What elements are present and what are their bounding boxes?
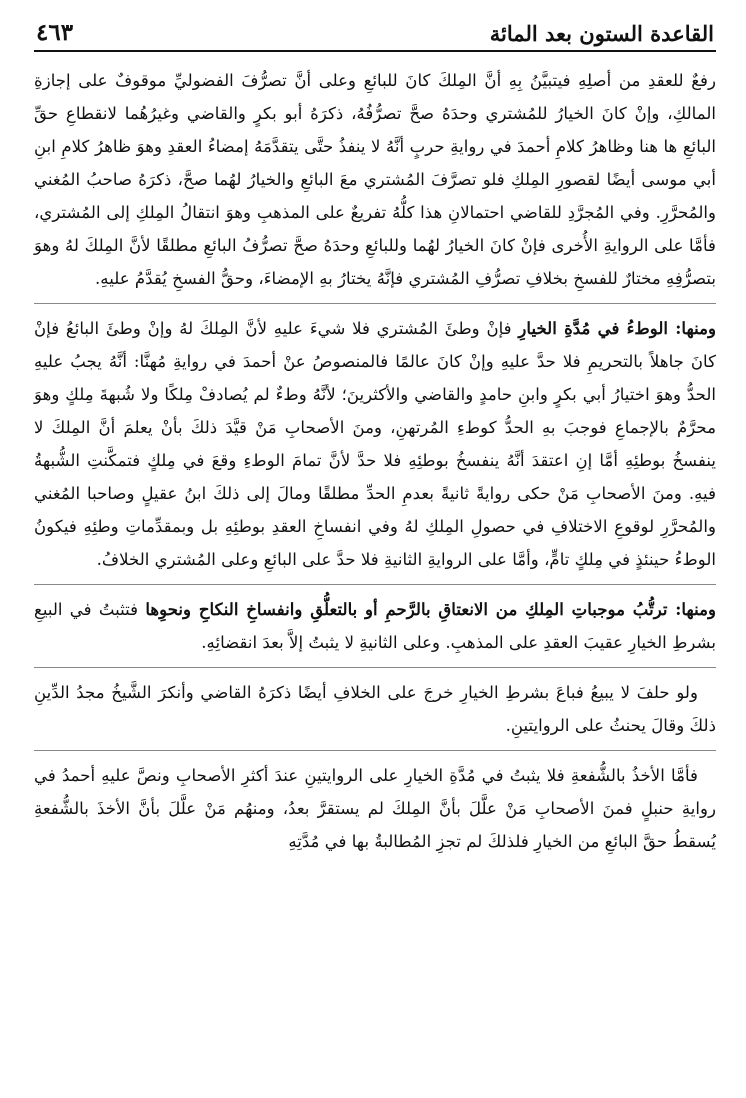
paragraph-5	[34, 759, 716, 858]
divider	[34, 584, 716, 585]
paragraph-text: فتثبتُ في البيعِ بشرطِ الخيارِ عقيبَ العقدِ على المذهبِ. وعلى الثانيةِ لا يثبتُ إلاَّ بعدَ انقضائِهِ.	[34, 600, 716, 652]
paragraph-lead: ومنها: ترتُّبُ موجباتِ المِلكِ من الانعتاقِ بالرَّحمِ أو بالتعلُّقِ وانفساخِ النكاحِ ونحوِها	[145, 599, 716, 619]
paragraph-text: فأمَّا الأخذُ بالشُّفعةِ فلا يثبتُ في مُدَّةِ الخيارِ على الروايتينِ عندَ أكثرِ الأصحابِ ونصَّ عليهِ أحمدُ في روايةِ حنبلٍ فمنَ الأصحابِ مَنْ علَّلَ بأنَّ المِلكَ لم يستقرَّ بعدُ، ومنهُم مَنْ علَّلَ بأنَّ الأخذَ بالشُّفعةِ يُسقطُ حقَّ البائعِ من الخيارِ فلذلكَ لم تجزِ المُطالبةُ بها في مُدَّتِهِ	[34, 766, 716, 851]
divider	[34, 667, 716, 668]
paragraph-lead: ومنها: الوطءُ في مُدَّةِ الخيارِ	[518, 318, 717, 338]
paragraph-3	[34, 593, 716, 659]
book-page	[34, 14, 716, 1084]
paragraph-4	[34, 676, 716, 742]
divider	[34, 303, 716, 304]
paragraph-1	[34, 64, 716, 295]
running-header	[34, 14, 716, 52]
paragraph-text: ولو حلفَ لا يبيعُ فباعَ بشرطِ الخيارِ خرجَ على الخلافِ أيضًا ذكرَهُ القاضي وأنكرَ الشَّيخُ مجدُ الدِّينِ ذلكَ وقالَ يحنثُ على الروايتينِ.	[34, 683, 716, 735]
page-number: ٤٦٣	[36, 19, 74, 46]
divider	[34, 750, 716, 751]
paragraph-2	[34, 312, 716, 576]
chapter-title: القاعدة الستون بعد المائة	[489, 21, 714, 46]
paragraph-text: رفعٌ للعقدِ من أصلِهِ فيتبيَّنُ بِهِ أنَّ المِلكَ كانَ للبائعِ وعلى أنَّ تصرُّفَ الفضوليِّ موقوفٌ على إجازةِ المالكِ، وإنْ كانَ الخيارُ للمُشتري وحدَهُ صحَّ تصرُّفُهُ، ذكرَهُ أبو بكرٍ والقاضي وغيرُهُما لانقطاعِ حقِّ البائعِ ها هنا وظاهرُ كلامِ أحمدَ في روايةِ حربٍ أنَّهُ لا ينفذُ حتَّى يتقدَّمَهُ إمضاءُ العقدِ وهوَ ظاهرُ كلامِ ابنِ أبي موسى أيضًا لقصورِ المِلكِ فلو تصرَّفَ المُشتري معَ البائعِ والخيارُ لهُما صحَّ، ذكرَهُ صاحبُ المُغني والمُحرَّرِ. وفي المُجرَّدِ للقاضي احتمالانِ هذا كلُّهُ تفريعٌ على المذهبِ وهوَ انتقالُ المِلكِ إلى المُشتري، فأمَّا على الروايةِ الأُخرى فإنْ كانَ الخيارُ لهُما وللبائعِ وحدَهُ صحَّ تصرُّفُ البائعِ مطلقًا لأنَّ المِلكَ لهُ وهوَ بتصرُّفِهِ مختارٌ للفسخِ بخلافِ تصرُّفِ المُشتري فإنَّهُ يختارُ بهِ الإمضاءَ، وحقُّ الفسخِ يُقدَّمُ عليهِ.	[34, 71, 716, 288]
paragraph-text: فإنْ وطئَ المُشتري فلا شيءَ عليهِ لأنَّ المِلكَ لهُ وإنْ وطئَ البائعُ فإنْ كانَ جاهلاً بالتحريمِ فلا حدَّ عليهِ وإنْ كانَ عالمًا فالمنصوصُ عنْ أحمدَ في روايةِ مُهنَّا: أنَّهُ يجبُ عليهِ الحدُّ وهوَ اختيارُ أبي بكرٍ وابنِ حامدٍ والقاضي والأكثرينَ؛ لأنَّهُ وطءٌ لم يُصادفْ مِلكًا ولا شُبهةَ مِلكٍ وهوَ محرَّمٌ بالإجماعِ فوجبَ بهِ الحدُّ كوطءِ المُرتهنِ، ومنَ الأصحابِ مَنْ قيَّدَ ذلكَ بأنْ يعلمَ أنَّ المِلكَ لا ينفسخُ بوطئِهِ أمَّا إنِ اعتقدَ أنَّهُ ينفسخُ بوطئِهِ فلا حدَّ لأنَّ تمامَ الوطءِ وقعَ في مِلكٍ فتمكَّنتِ الشُّبهةُ فيهِ. ومنَ الأصحابِ مَنْ حكى روايةً ثانيةً بعدمِ الحدِّ مطلقًا ومالَ إلى ذلكَ ابنُ عقيلٍ وصاحبا المُغني والمُحرَّرِ لوقوعِ الاختلافِ في حصولِ المِلكِ لهُ وفي انفساخِ العقدِ بوطئِهِ بل وبمقدِّماتِ وطئِهِ فيكونُ الوطءُ حينئذٍ في مِلكٍ تامٍّ، وأمَّا على الروايةِ الثانيةِ فلا حدَّ على البائعِ وعلى المُشتري الخلافُ.	[34, 319, 716, 569]
body-text	[34, 64, 716, 858]
